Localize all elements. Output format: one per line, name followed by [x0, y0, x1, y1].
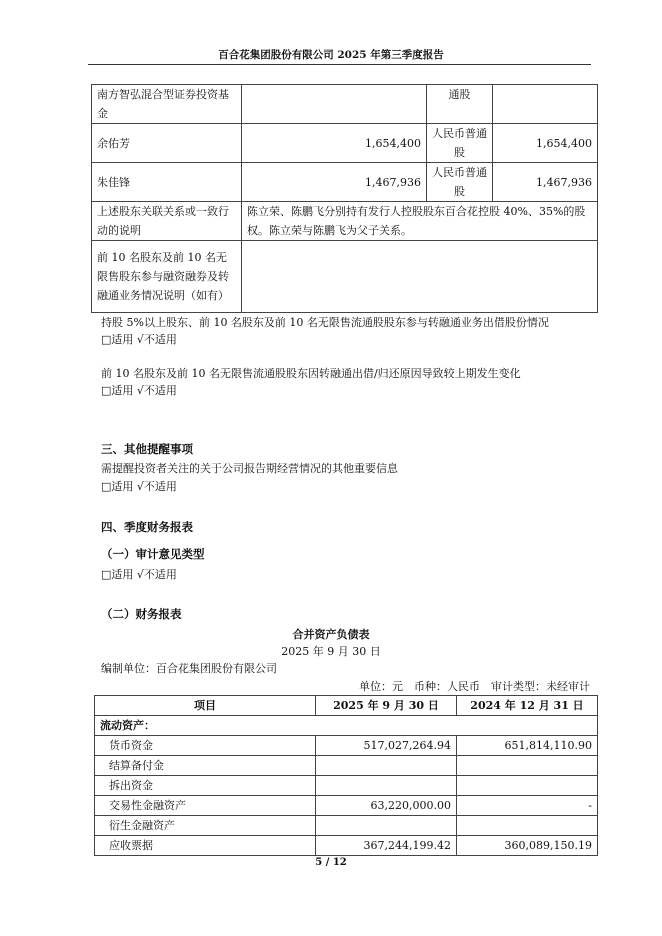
- table-row: [95, 836, 598, 856]
- item-previous: [457, 776, 598, 796]
- unit-line: 单位：元 币种：人民币 审计类型：未经审计: [359, 680, 590, 693]
- table-row: [95, 776, 598, 796]
- table-row: [92, 85, 598, 124]
- table-header-row: [95, 696, 598, 716]
- item-name: 拆出资金: [95, 776, 316, 796]
- table-row: [92, 202, 598, 241]
- table-row: [95, 736, 598, 756]
- shareholder-amount: 1,654,400: [242, 124, 427, 163]
- header-previous: 2024 年 12 月 31 日: [457, 696, 598, 716]
- margin-label: 前 10 名股东及前 10 名无限售股东参与融资融券及转融通业务情况说明（如有）: [92, 241, 242, 313]
- shareholder-table: [91, 84, 598, 313]
- share-type: 人民币普通股: [427, 124, 493, 163]
- shareholder-name: 余佑芳: [92, 124, 242, 163]
- table-row: [95, 796, 598, 816]
- header-item: 项目: [95, 696, 316, 716]
- item-name: 结算备付金: [95, 756, 316, 776]
- balance-sheet-date: 2025 年 9 月 30 日: [281, 645, 381, 658]
- section-4-title: 四、季度财务报表: [101, 520, 193, 534]
- item-name: 货币资金: [95, 736, 316, 756]
- item-name: 应收票据: [95, 836, 316, 856]
- header-current: 2025 年 9 月 30 日: [316, 696, 457, 716]
- item-current: [316, 776, 457, 796]
- item-current: 367,244,199.42: [316, 836, 457, 856]
- relation-label: 上述股东关联关系或一致行动的说明: [92, 202, 242, 241]
- shareholder-name: 朱佳锋: [92, 163, 242, 202]
- item-previous: [457, 756, 598, 776]
- item-current: [316, 816, 457, 836]
- share-amount: 1,654,400: [493, 124, 598, 163]
- table-row: [95, 756, 598, 776]
- section-3-option: □适用 √不适用: [101, 480, 177, 493]
- share-type: 通股: [427, 85, 493, 124]
- section-label: 流动资产：: [95, 716, 598, 736]
- shareholder-name: 南方智弘混合型证券投资基金: [92, 85, 242, 124]
- balance-sheet-title: 合并资产负债表: [292, 628, 370, 641]
- item-previous: -: [457, 796, 598, 816]
- header-divider: [88, 64, 591, 65]
- item-name: 交易性金融资产: [95, 796, 316, 816]
- preparer: 编制单位：百合花集团股份有限公司: [101, 662, 277, 675]
- share-amount: 1,467,936: [493, 163, 598, 202]
- table-row: [92, 241, 598, 313]
- lending-option: □适用 √不适用: [101, 333, 177, 346]
- change-option: □适用 √不适用: [101, 384, 177, 397]
- table-row: [92, 124, 598, 163]
- report-header: 百合花集团股份有限公司 2025 年第三季度报告: [218, 49, 444, 61]
- item-previous: 651,814,110.90: [457, 736, 598, 756]
- item-current: [316, 756, 457, 776]
- shareholder-amount: [242, 85, 427, 124]
- shareholder-amount: 1,467,936: [242, 163, 427, 202]
- section-3-title: 三、其他提醒事项: [101, 442, 193, 456]
- section-3-text: 需提醒投资者关注的关于公司报告期经营情况的其他重要信息: [101, 462, 398, 475]
- change-title: 前 10 名股东及前 10 名无限售流通股股东因转融通出借/归还原因导致较上期发生变化: [101, 367, 521, 380]
- item-previous: [457, 816, 598, 836]
- share-amount: [493, 85, 598, 124]
- table-row: [95, 816, 598, 836]
- page-number: 5 / 12: [315, 857, 347, 868]
- section-4-2-title: （二）财务报表: [101, 607, 182, 621]
- item-current: 63,220,000.00: [316, 796, 457, 816]
- section-4-1-option: □适用 √不适用: [101, 568, 177, 581]
- lending-title: 持股 5%以上股东、前 10 名股东及前 10 名无限售流通股股东参与转融通业务出借股份情况: [101, 316, 549, 329]
- section-4-1-title: （一）审计意见类型: [101, 547, 205, 561]
- item-name: 衍生金融资产: [95, 816, 316, 836]
- item-current: 517,027,264.94: [316, 736, 457, 756]
- share-type: 人民币普通股: [427, 163, 493, 202]
- balance-sheet-table: [94, 695, 598, 856]
- table-section-row: [95, 716, 598, 736]
- table-row: [92, 163, 598, 202]
- item-previous: 360,089,150.19: [457, 836, 598, 856]
- relation-text: 陈立荣、陈鹏飞分别持有发行人控股股东百合花控股 40%、35%的股权。陈立荣与陈鹏飞为父子关系。: [242, 202, 598, 241]
- margin-text: [242, 241, 598, 313]
